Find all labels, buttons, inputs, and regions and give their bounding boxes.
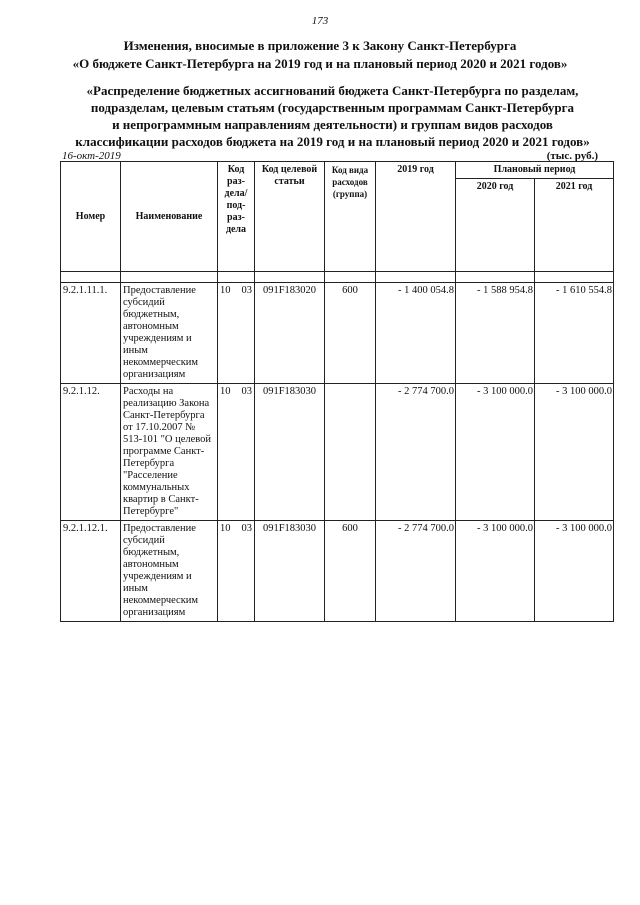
subheading-line-1: «Распределение бюджетных ассигнований бюджета Санкт-Петербурга по разделам, [86,83,579,98]
row-expense-code: 600 [325,283,376,384]
row-name: Предоставление субсидий бюджетным, автономным учреждениям и иным некоммерческим организациям [121,283,218,384]
row-2020: - 3 100 000.0 [456,384,535,521]
row-subsection: 03 [241,386,252,397]
header-expense-code: Код вида расходов (группа) [325,162,376,272]
row-section-code [218,521,255,622]
row-target-code: 091F183030 [255,521,325,622]
table-row [61,521,614,622]
row-2020: - 3 100 000.0 [456,521,535,622]
row-number: 9.2.1.12.1. [61,521,121,622]
header-planned-period: Плановый период [456,162,614,179]
header-target-code: Код целевой статьи [255,162,325,272]
page-number: 173 [311,15,329,27]
row-expense-code: 600 [325,521,376,622]
subheading-line-4: классификации расходов бюджета на 2019 год и на плановый период 2020 и 2021 годов» [75,134,590,149]
row-section: 10 [220,386,231,397]
document-heading [0,37,640,73]
row-2019: - 2 774 700.0 [376,521,456,622]
header-2021: 2021 год [535,179,614,272]
row-section: 10 [220,523,231,534]
row-target-code: 091F183030 [255,384,325,521]
row-section-code [218,283,255,384]
row-name: Предоставление субсидий бюджетным, автономным учреждениям и иным некоммерческим организациям [121,521,218,622]
header-2019: 2019 год [376,162,456,272]
row-name: Расходы на реализацию Закона Санкт-Петербурга от 17.10.2007 № 513-101 "О целевой программе Санкт-Петербурга "Расселение коммунальных квартир в Санкт-Петербурге" [121,384,218,521]
row-2019: - 1 400 054.8 [376,283,456,384]
units-label: (тыс. руб.) [546,150,598,162]
document-date: 16-окт-2019 [62,150,121,162]
heading-line-2: «О бюджете Санкт-Петербурга на 2019 год и на плановый период 2020 и 2021 годов» [72,56,568,71]
header-name: Наименование [121,162,218,272]
heading-line-1: Изменения, вносимые в приложение 3 к Закону Санкт-Петербурга [123,38,517,53]
row-2019: - 2 774 700.0 [376,384,456,521]
subheading-line-2: подразделам, целевым статьям (государственным программам Санкт-Петербурга [90,100,575,115]
row-expense-code [325,384,376,521]
row-2020: - 1 588 954.8 [456,283,535,384]
row-section: 10 [220,285,231,296]
table-row [61,283,614,384]
row-subsection: 03 [241,523,252,534]
row-2021: - 3 100 000.0 [535,384,614,521]
table-row [61,384,614,521]
header-2020: 2020 год [456,179,535,272]
row-2021: - 3 100 000.0 [535,521,614,622]
header-section-code: Код раз-дела/ под-раз-дела [218,162,255,272]
row-subsection: 03 [241,285,252,296]
row-target-code: 091F183020 [255,283,325,384]
budget-table [60,161,614,622]
row-number: 9.2.1.12. [61,384,121,521]
header-number: Номер [61,162,121,272]
subheading-line-3: и непрограммным направлениям деятельности) и группам видов расходов [112,117,553,132]
document-subheading [60,82,605,150]
row-2021: - 1 610 554.8 [535,283,614,384]
table-spacer-row [61,272,614,283]
row-number: 9.2.1.11.1. [61,283,121,384]
row-section-code [218,384,255,521]
table-header-row [61,162,614,179]
